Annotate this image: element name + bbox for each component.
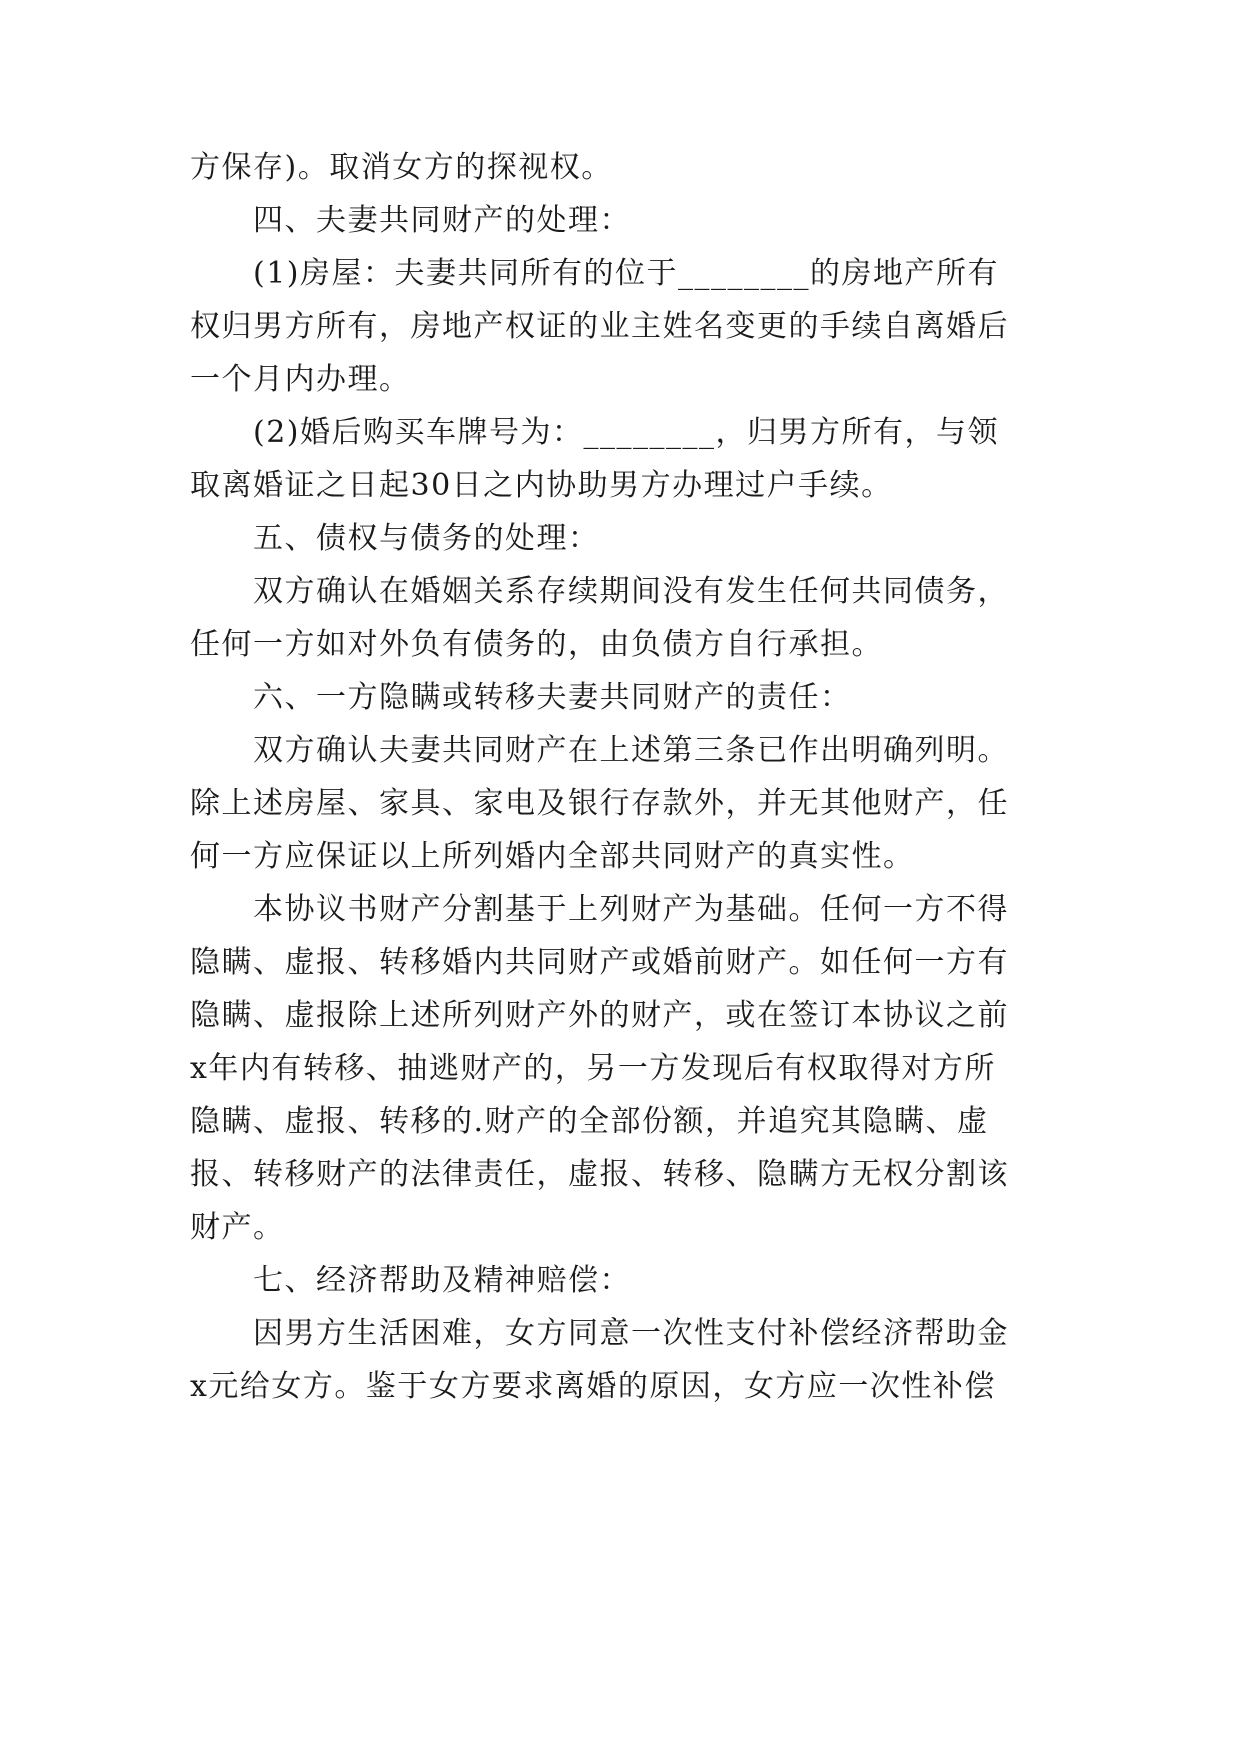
text-line: 一个月内办理。 <box>190 362 411 397</box>
text-line: (1)房屋：夫妻共同所有的位于________的房地产所有 <box>253 256 999 291</box>
section-heading-5: 五、债权与债务的处理： <box>253 521 600 556</box>
text-line: 报、转移财产的法律责任，虚报、转移、隐瞒方无权分割该 <box>190 1157 1009 1192</box>
section-heading-7: 七、经济帮助及精神赔偿： <box>253 1263 631 1298</box>
text-line: x年内有转移、抽逃财产的，另一方发现后有权取得对方所 <box>190 1051 996 1086</box>
text-line: 双方确认夫妻共同财产在上述第三条已作出明确列明。 <box>253 733 1009 768</box>
section-heading-6: 六、一方隐瞒或转移夫妻共同财产的责任： <box>253 680 852 715</box>
text-line: 权归男方所有，房地产权证的业主姓名变更的手续自离婚后 <box>190 309 1009 344</box>
section-heading-4: 四、夫妻共同财产的处理： <box>253 203 631 238</box>
text-line: (2)婚后购买车牌号为：________，归男方所有，与领 <box>253 415 999 450</box>
text-line: 隐瞒、虚报除上述所列财产外的财产，或在签订本协议之前 <box>190 998 1009 1033</box>
text-line: 何一方应保证以上所列婚内全部共同财产的真实性。 <box>190 839 915 874</box>
text-line: 双方确认在婚姻关系存续期间没有发生任何共同债务， <box>253 574 1009 609</box>
text-line: x元给女方。鉴于女方要求离婚的原因，女方应一次性补偿 <box>190 1369 996 1404</box>
text-line: 任何一方如对外负有债务的，由负债方自行承担。 <box>190 627 883 662</box>
text-line: 隐瞒、虚报、转移的.财产的全部份额，并追究其隐瞒、虚 <box>190 1104 989 1139</box>
text-line: 方保存)。取消女方的探视权。 <box>190 150 613 185</box>
text-line: 隐瞒、虚报、转移婚内共同财产或婚前财产。如任何一方有 <box>190 945 1009 980</box>
text-line: 除上述房屋、家具、家电及银行存款外，并无其他财产，任 <box>190 786 1009 821</box>
text-line: 本协议书财产分割基于上列财产为基础。任何一方不得 <box>253 892 1009 927</box>
text-line: 财产。 <box>190 1210 285 1245</box>
text-line: 因男方生活困难，女方同意一次性支付补偿经济帮助金 <box>253 1316 1009 1351</box>
text-line: 取离婚证之日起30日之内协助男方办理过户手续。 <box>190 468 893 503</box>
